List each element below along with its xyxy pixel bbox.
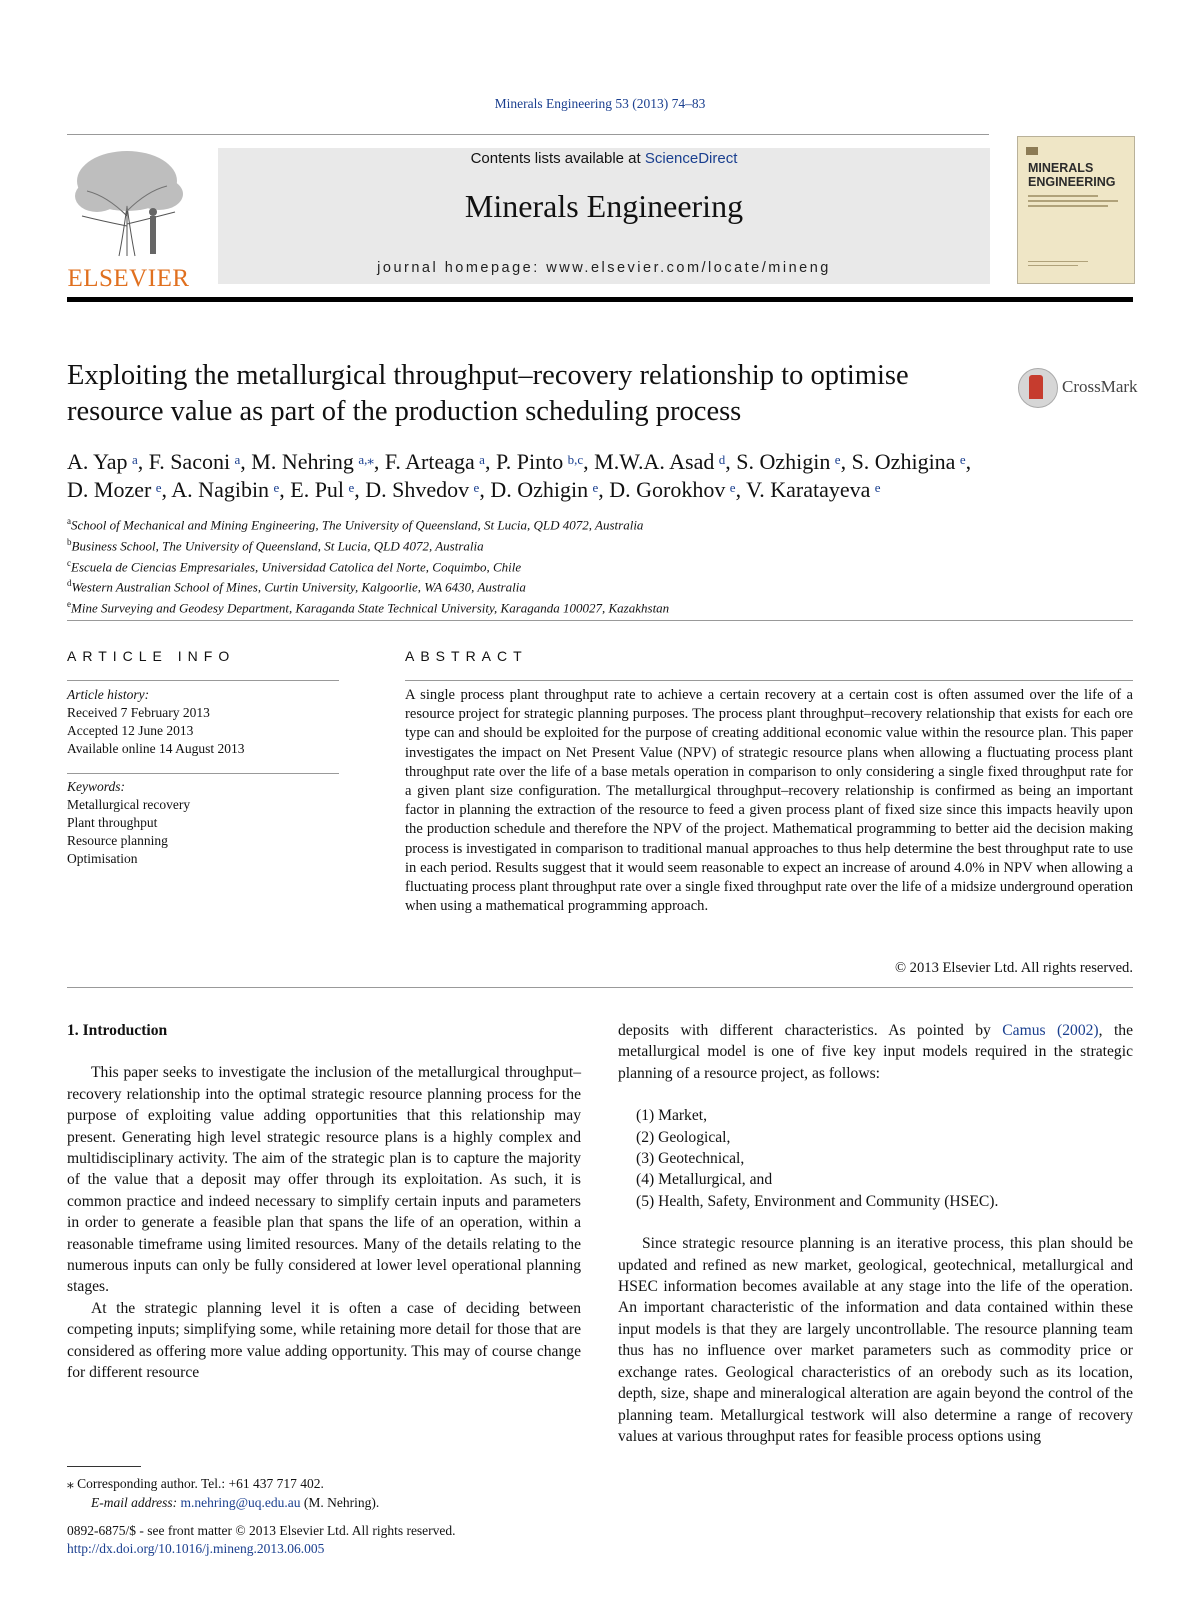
input-models-list (618, 1105, 1133, 1212)
sciencedirect-link[interactable]: ScienceDirect (644, 150, 738, 167)
affiliation (67, 575, 1137, 596)
cover-line (1028, 265, 1078, 266)
affiliation (67, 534, 1137, 555)
crossmark-icon (1018, 368, 1058, 408)
front-matter (67, 1522, 587, 1558)
author-affiliation-marker[interactable]: e (834, 452, 841, 467)
paragraph: Since strategic resource planning is an iterative process, this plan should be updated and refined as new market, geological, geotechnical, metallurgical and HSEC information becomes available at any stage into the life of the operation. An important characteristic of the information and data contained within these input models is that they are largely uncontrollable. The resource planning team thus has no influence over market parameters such as commodity price or exchange rates. Geological characteristics of an orebody such as its location, depth, size, shape and mineralogical alteration are again beyond the control of the planning team. Metallurgical testwork will also determine a range of recovery values at various throughput rates for feasible process options using (618, 1235, 1133, 1445)
contents-line (218, 150, 990, 167)
cover-line (1028, 200, 1118, 202)
affiliation-key: a (67, 516, 71, 526)
article-info-heading: ARTICLE INFO (67, 648, 236, 664)
article-history (67, 686, 339, 758)
footnote-rule (67, 1466, 141, 1467)
author-affiliation-marker[interactable]: b,c (567, 452, 584, 467)
keyword: Resource planning (67, 833, 168, 848)
author-affiliation-marker[interactable]: e (348, 480, 355, 495)
abstract-text: A single process plant throughput rate to achieve a certain recovery at a certain cost is often assumed over the life of a resource project for strategic planning purposes. The process plant throughput–recovery relationship that exists for each ore type can and should be exploited for the purpose of creating additional economic value within the resource plan. This paper investigates the impact on Net Present Value (NPV) of strategic resource plans when allowing a fluctuating process plant throughput rate over the life of a base metals operation in comparison to only considering a single fixed throughput rate for a given plant size configuration. The metallurgical throughput–recovery relationship is confirmed as being an important factor in planning the extraction of the resource to feed a given process plant of fixed size since this impacts heavily upon the production schedule and therefore the NPV of the project. Mathematical programming to better aid the decision making process is investigated in comparison to traditional manual approaches to thus help determine the best throughput rate to use in each period. Results suggest that it would seem reasonable to expect an increase of around 4.0% in NPV when allowing a fluctuating process plant throughput rate over a single fixed throughput rate over the life of a midsize underground operation when using a mathematical programming approach. (405, 687, 1133, 915)
author[interactable]: F. Saconi (148, 449, 231, 474)
divider (67, 773, 339, 774)
author-affiliation-marker[interactable]: a,⁎ (358, 452, 374, 467)
divider (67, 987, 1133, 988)
author[interactable]: A. Nagibin (171, 477, 270, 502)
author[interactable]: D. Mozer (67, 477, 152, 502)
list-item: (3) Geotechnical, (636, 1150, 745, 1168)
author-affiliation-marker[interactable]: a (131, 452, 138, 467)
contents-prefix: Contents lists available at (470, 150, 645, 167)
affiliation-key: b (67, 536, 72, 547)
cover-line (1028, 195, 1098, 197)
received-date: Received 7 February 2013 (67, 705, 210, 720)
affiliation-key: c (67, 557, 71, 568)
cover-line (1028, 261, 1088, 262)
issn-line: 0892-6875/$ - see front matter © 2013 Elsevier Ltd. All rights reserved. (67, 1523, 456, 1538)
elsevier-wordmark: ELSEVIER (67, 265, 190, 292)
author[interactable]: M. Nehring (251, 449, 354, 474)
affiliation-text: Business School, The University of Queensland, St Lucia, QLD 4072, Australia (71, 538, 484, 554)
author[interactable]: D. Ozhigin (490, 477, 589, 502)
author[interactable]: D. Shvedov (365, 477, 470, 502)
paragraph (618, 1020, 1133, 1084)
author-affiliation-marker[interactable]: e (592, 480, 599, 495)
keywords-label: Keywords: (67, 779, 125, 794)
author[interactable]: P. Pinto (495, 449, 564, 474)
affiliation-key: d (67, 578, 72, 589)
author[interactable]: V. Karatayeva (746, 477, 871, 502)
author[interactable]: F. Arteaga (384, 449, 475, 474)
header-rule (67, 134, 989, 135)
header-thick-rule (67, 297, 1133, 302)
author-affiliation-marker[interactable]: a (234, 452, 241, 467)
list-item: (1) Market, (636, 1107, 708, 1125)
affiliation (67, 513, 1137, 534)
citation-link[interactable]: Camus (2002) (1002, 1022, 1099, 1039)
cover-title: MINERALS ENGINEERING (1028, 161, 1116, 189)
cover-line (1028, 205, 1108, 207)
affiliation-text: School of Mechanical and Mining Engineering, The University of Queensland, St Lucia, QLD 4072, Australia (71, 517, 644, 533)
author-list: A. Yap $^a$, F. Saconi $^a$, M. Nehring $^{a,⁎}$, F. Arteaga $^a$, P. Pinto $^{b,c}$, M.W.A. Asad $^d$, S. Ozhigin $^e$, S. Ozhigina $^e$, D. Mozer $^e$, A. Nagibin $^e$, E. Pul $^e$, D. Shvedov $^e$, D. Ozhigin $^e$, D. Gorokhov $^e$, V. Karatayeva $^e$ (67, 449, 972, 502)
journal-citation[interactable]: Minerals Engineering 53 (2013) 74–83 (494, 96, 706, 111)
author-affiliation-marker[interactable]: e (874, 480, 881, 495)
author-affiliation-marker[interactable]: d (718, 452, 726, 467)
affiliation-text: Escuela de Ciencias Empresariales, Universidad Catolica del Norte, Coquimbo, Chile (71, 558, 522, 574)
author-affiliation-marker[interactable]: e (473, 480, 480, 495)
elsevier-logo[interactable] (67, 146, 190, 292)
paragraph-text: , the metallurgical model is one of five key input models required in the strategic planning of a resource project, as follows: (618, 1022, 1134, 1082)
paper-title: Exploiting the metallurgical throughput–recovery relationship to optimise resource value as part of the production scheduling process (67, 360, 909, 427)
list-item: (4) Metallurgical, and (636, 1171, 773, 1189)
affiliation-key: e (67, 599, 71, 610)
body-column-left (67, 1020, 581, 1384)
email-suffix: (M. Nehring). (300, 1495, 380, 1510)
accepted-date: Accepted 12 June 2013 (67, 723, 194, 738)
doi-link[interactable]: http://dx.doi.org/10.1016/j.mineng.2013.06.005 (67, 1541, 325, 1556)
author[interactable]: S. Ozhigin (736, 449, 831, 474)
divider (67, 680, 339, 681)
keyword: Metallurgical recovery (67, 797, 191, 812)
keyword: Optimisation (67, 851, 138, 866)
footnote (67, 1474, 587, 1512)
crossmark-label: CrossMark (1062, 377, 1138, 396)
cover-mark (1026, 147, 1038, 155)
crossmark-badge[interactable] (1018, 368, 1148, 408)
corresponding-author: ⁎ Corresponding author. Tel.: +61 437 717 402. (67, 1476, 324, 1491)
keywords-block (67, 778, 339, 868)
journal-cover-thumbnail[interactable] (1017, 136, 1135, 284)
paragraph-text: deposits with different characteristics. As pointed by (618, 1022, 1003, 1039)
paragraph: This paper seeks to investigate the inclusion of the metallurgical throughput–recovery relationship into the optimal strategic resource planning process for the purpose of exploiting value adding opportunities that this relationship may present. Generating high level strategic resource plans is a highly complex and multidisciplinary activity. The aim of the strategic plan is to capture the majority of the value that a deposit may offer through its exploitation. As such, it is common practice and indeed necessary to simplify certain inputs and parameters in order to generate a feasible plan that spans the life of an operation, within a reasonable timeframe using limited resources. Many of the details relating to the numerous inputs can only be fully considered at lower level operational planning stages. (67, 1064, 581, 1296)
affiliation-text: Mine Surveying and Geodesy Department, Karaganda State Technical University, Karaganda 100027, Kazakhstan (71, 600, 670, 616)
author[interactable]: D. Gorokhov (609, 477, 726, 502)
author[interactable]: A. Yap (67, 449, 128, 474)
author-affiliation-marker[interactable]: e (729, 480, 736, 495)
affiliation-list (67, 513, 1137, 617)
affiliation (67, 596, 1137, 617)
author[interactable]: S. Ozhigina (851, 449, 956, 474)
email-label: E-mail address: (91, 1495, 181, 1510)
journal-title: Minerals Engineering (464, 188, 744, 224)
email-link[interactable]: m.nehring@uq.edu.au (180, 1495, 301, 1510)
abstract-heading: ABSTRACT (405, 648, 528, 664)
abstract-copyright: © 2013 Elsevier Ltd. All rights reserved. (894, 960, 1133, 976)
author-affiliation-marker[interactable]: e (155, 480, 162, 495)
divider (67, 620, 1133, 621)
divider (405, 680, 1133, 681)
list-item: (2) Geological, (636, 1128, 731, 1146)
online-date: Available online 14 August 2013 (67, 741, 245, 756)
keyword: Plant throughput (67, 815, 158, 830)
body-column-right (618, 1020, 1133, 1447)
affiliation-text: Western Australian School of Mines, Curtin University, Kalgoorlie, WA 6430, Australia (71, 579, 526, 595)
affiliation (67, 555, 1137, 576)
journal-homepage[interactable]: journal homepage: www.elsevier.com/locate/mineng (377, 260, 831, 276)
author-affiliation-marker[interactable]: a (479, 452, 485, 467)
elsevier-tree-icon (67, 146, 190, 258)
list-item: (5) Health, Safety, Environment and Community (HSEC). (636, 1192, 999, 1210)
email-line (67, 1493, 587, 1512)
section-heading: 1. Introduction (67, 1022, 168, 1039)
author[interactable]: M.W.A. Asad (594, 449, 715, 474)
author-affiliation-marker[interactable]: e (959, 452, 966, 467)
history-label: Article history: (67, 687, 150, 702)
author[interactable]: E. Pul (290, 477, 345, 502)
author-affiliation-marker[interactable]: e (273, 480, 280, 495)
journal-banner (218, 148, 990, 284)
paragraph: At the strategic planning level it is often a case of deciding between competing inputs; simplifying some, while retaining more detail for those that are considered as offering more value adding opportunity. This may of course change for different resource (67, 1299, 581, 1382)
